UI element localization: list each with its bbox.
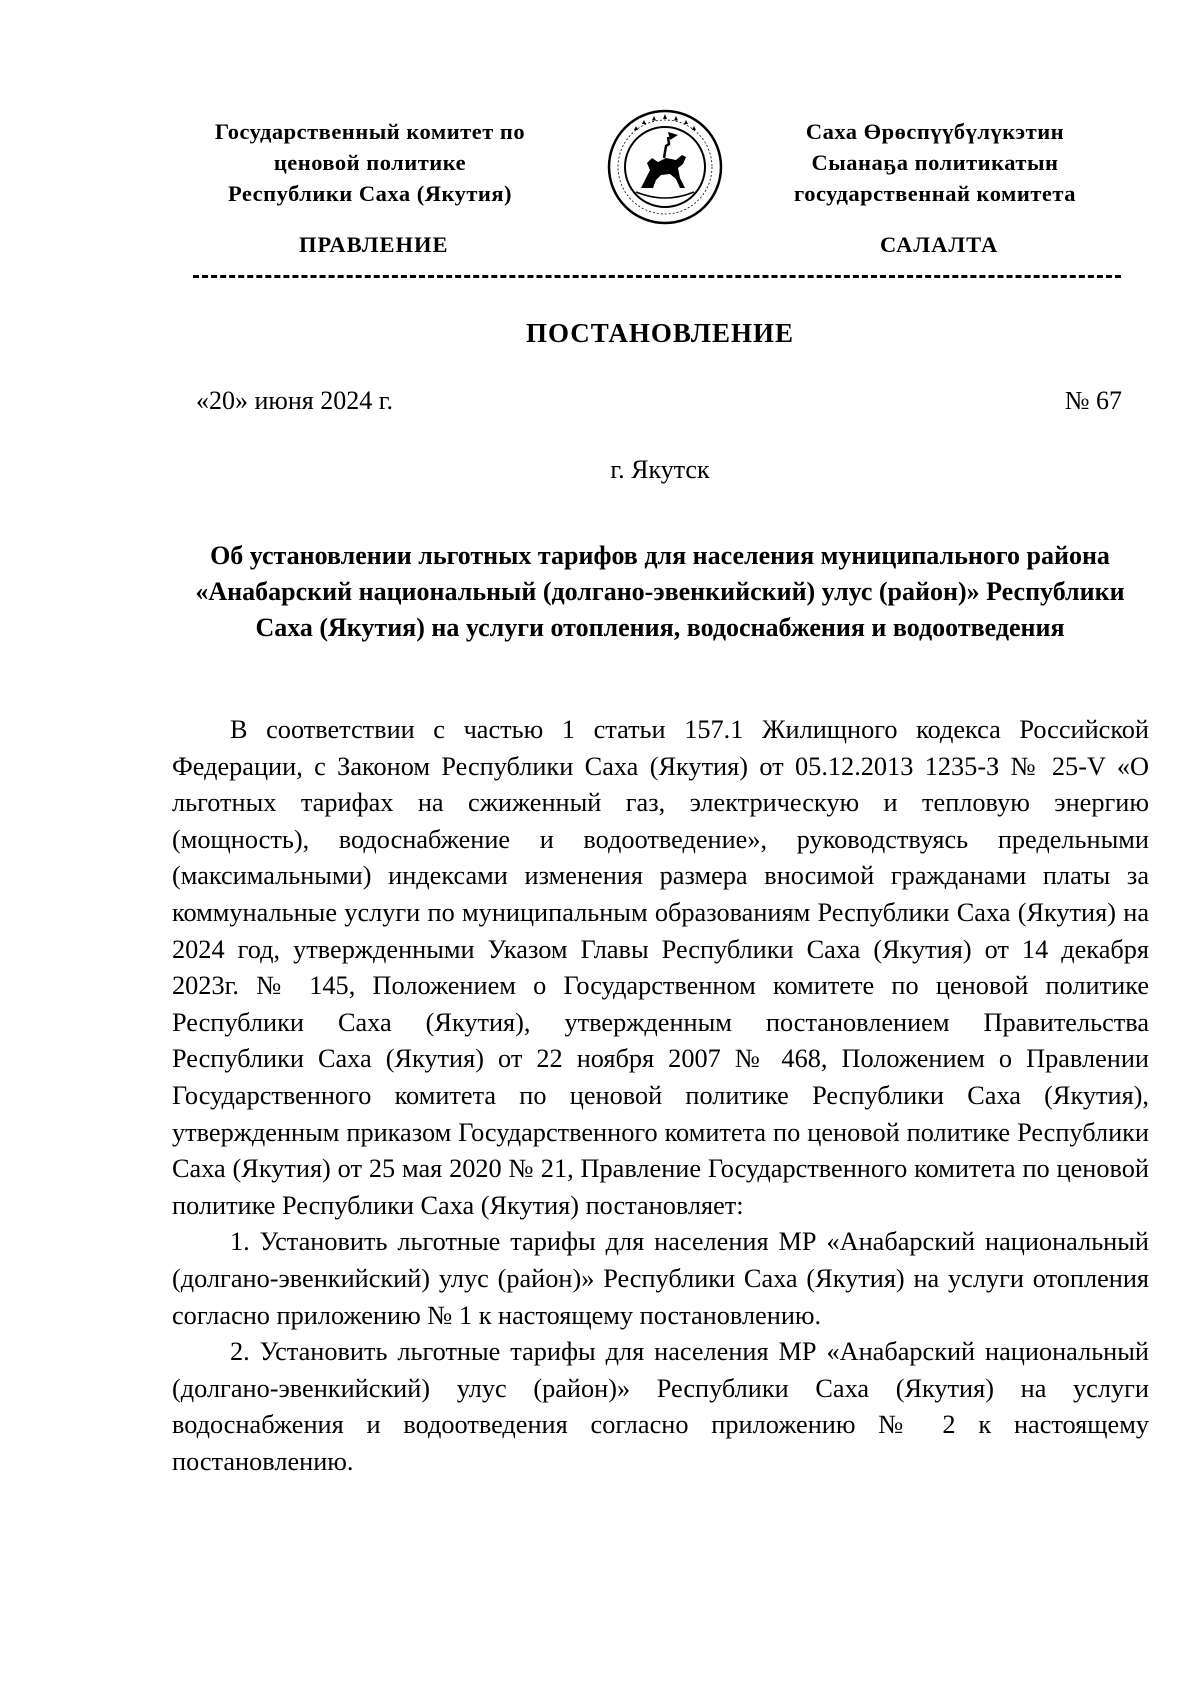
preamble-paragraph: В соответствии с частью 1 статьи 157.1 Жилищного кодекса Российской Федерации, с Законом Республики Саха (Якутия) от 05.12.2013 1235-З № 25-V «О льготных тарифах на сжиженный газ, электрическую и тепловую энергию (мощность), водоснабжение и водоотведение», руководствуясь предельными (максимальными) индексами изменения размера вносимой гражданами платы за коммунальные услуги по муниципальным образованиям Республики Саха (Якутия) на 2024 год, утвержденными Указом Главы Республики Саха (Якутия) от 14 декабря 2023г. № 145, Положением о Государственном комитете по ценовой политике Республики Саха (Якутия), утвержденным постановлением Правительства Республики Саха (Якутия) от 22 ноября 2007 № 468, Положением о Правлении Государственного комитета по ценовой политике Республики Саха (Якутия), утвержденным приказом Государственного комитета по ценовой политике Республики Саха (Якутия) от 25 мая 2020 № 21, Правление Государственного комитета по ценовой политике Республики Саха (Якутия) постановляет: xyxy=(172,715,1149,1220)
document-city: г. Якутск xyxy=(610,455,710,484)
committee-name-line-3: Республики Саха (Якутия) xyxy=(227,181,513,206)
document-date: «20» июня 2024 г. xyxy=(196,386,393,415)
document-title: ПОСТАНОВЛЕНИЕ xyxy=(525,318,795,348)
board-label-russian: ПРАВЛЕНИЕ xyxy=(299,232,449,257)
committee-name-line-1: Государственный комитет по xyxy=(214,119,526,144)
committee-name-yakut xyxy=(745,116,1125,209)
resolution-item-1: 1. Установить льготные тарифы для населения МР «Анабарский национальный (долгано-эвенкийский) улус (район)» Республики Саха (Якутия) на услуги отопления согласно приложению № 1 к настоящему постановлению. xyxy=(172,1227,1149,1330)
committee-name-line-2: ценовой политике xyxy=(273,150,467,175)
committee-name-yakut-line-1: Саха Өрөспүүбүлүкэтин xyxy=(805,119,1065,144)
resolution-item-2: 2. Установить льготные тарифы для населения МР «Анабарский национальный (долгано-эвенкийский) улус (район)» Республики Саха (Якутия) на услуги водоснабжения и водоотведения согласно приложению № 2 к настоящему постановлению. xyxy=(172,1337,1149,1476)
committee-name-yakut-line-3: государственнай комитета xyxy=(794,181,1076,206)
header-divider xyxy=(193,275,1121,278)
board-label-yakut: САЛАЛТА xyxy=(880,232,999,257)
committee-name-yakut-line-2: Сыанаҕа политикатын xyxy=(811,150,1059,175)
committee-name-russian xyxy=(170,116,570,209)
document-number: № 67 xyxy=(1064,386,1122,415)
sakha-republic-emblem-icon xyxy=(606,108,724,226)
document-body xyxy=(172,712,1149,1480)
document-subject: Об установлении льготных тарифов для населения муниципального района «Анабарский национальный (долгано-эвенкийский) улус (район)» Республики Саха (Якутия) на услуги отопления, водоснабжения и водоотведения xyxy=(195,541,1125,642)
